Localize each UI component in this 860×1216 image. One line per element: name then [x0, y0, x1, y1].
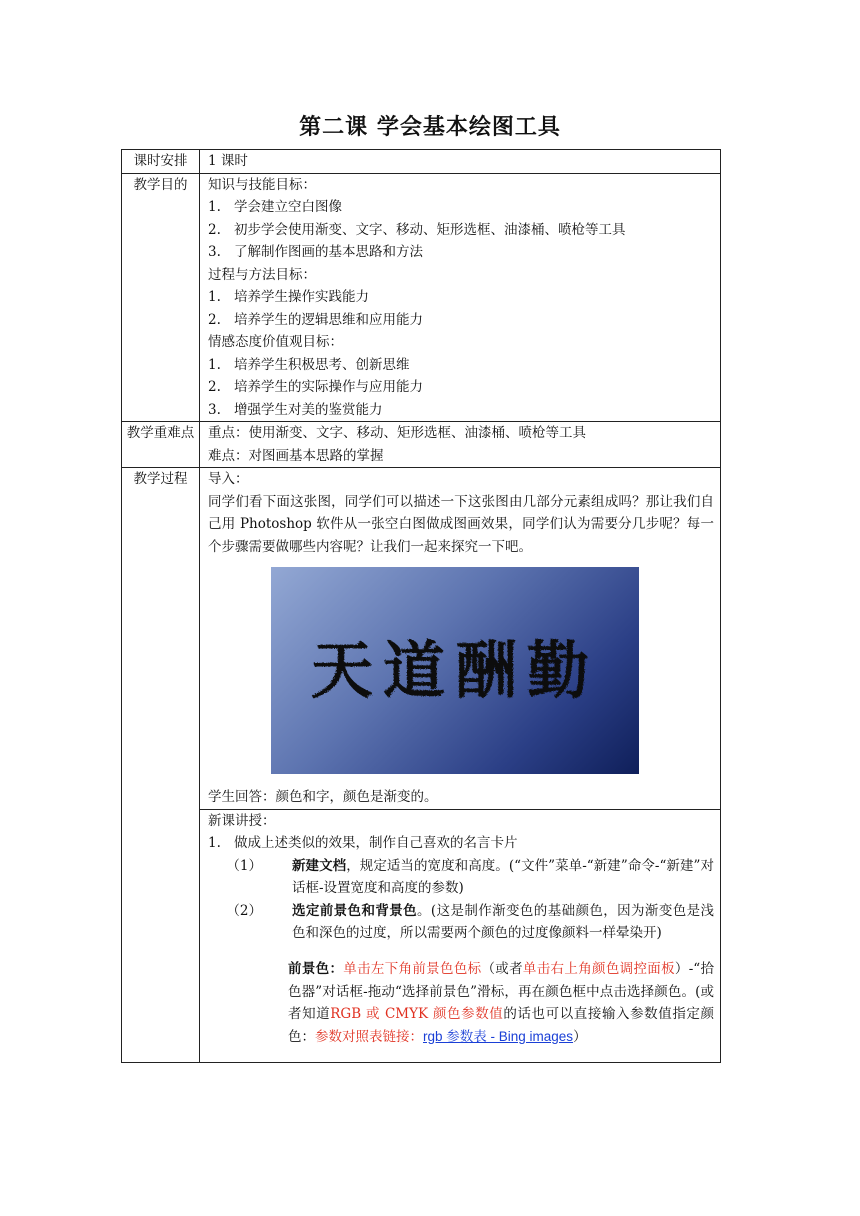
new-lesson-heading: 新课讲授：: [208, 812, 276, 829]
row-label: 教学过程: [122, 468, 200, 1063]
list-item: 3. 增强学生对美的鉴赏能力: [208, 401, 383, 418]
goals-cell: [200, 173, 721, 422]
list-item: 1. 做成上述类似的效果，制作自己喜欢的名言卡片: [208, 835, 518, 851]
key-point: 重点：使用渐变、文字、移动、矩形选框、油漆桶、喷枪等工具: [208, 425, 586, 441]
student-answer: 学生回答：颜色和字，颜色是渐变的。: [208, 789, 438, 805]
list-item: 1. 学会建立空白图像: [208, 199, 342, 215]
rgb-table-link[interactable]: rgb 参数表 - Bing images: [423, 1028, 574, 1044]
list-item: 1. 培养学生积极思考、创新思维: [208, 356, 410, 373]
lesson-plan-table: [121, 149, 721, 1063]
difficulty-cell: [200, 422, 721, 468]
sub-step: （2） 选定前景色和背景色。(这是制作渐变色的基础颜色，因为渐变色是浅色和深色的过度，所以需要两个颜色的过度像颜料一样晕染开): [226, 902, 714, 941]
hard-point: 难点：对图画基本思路的掌握: [208, 447, 384, 464]
table-row: [122, 173, 721, 422]
intro-text: 同学们看下面这张图，同学们可以描述一下这张图由几部分元素组成吗？那让我们自己用 Photoshop 软件从一张空白图做成图画效果，同学们认为需要分几步呢？每一个步骤需要做哪些内容呢？让我们一起来探究一下吧。: [208, 493, 714, 555]
gradient-calligraphy-image: [271, 567, 639, 774]
foreground-instructions: 前景色：单击左下角前景色色标（或者单击右上角颜色调控面板）-“拾色器”对话框-拖动“选择前景色”滑标，再在颜色框中点击选择颜色。(或者知道RGB 或 CMYK 颜色参数值的话也可以直接输入参数值指定颜色：参数对照表链接：rgb 参数表 - Bing images）: [288, 961, 715, 1045]
list-item: 2. 培养学生的实际操作与应用能力: [208, 379, 423, 395]
table-row: [122, 150, 721, 174]
row-label: 课时安排: [122, 150, 200, 174]
list-item: 2. 初步学会使用渐变、文字、移动、矩形选框、油漆桶、喷枪等工具: [208, 221, 626, 238]
section-heading: 过程与方法目标：: [208, 266, 316, 283]
table-row: [122, 468, 721, 810]
list-item: 2. 培养学生的逻辑思维和应用能力: [208, 311, 423, 328]
figure-container: [208, 558, 714, 786]
calligraphy-overlay: [271, 567, 639, 774]
row-label: 教学重难点: [122, 422, 200, 468]
table-row: [122, 422, 721, 468]
sub-step: （1） 新建文档，规定适当的宽度和高度。(“文件”菜单-“新建”命令-“新建”对话框-设置宽度和高度的参数): [226, 857, 714, 896]
section-heading: 情感态度价值观目标：: [208, 334, 343, 350]
section-heading: 知识与技能目标：: [208, 176, 316, 193]
list-item: 1. 培养学生操作实践能力: [208, 289, 369, 305]
new-lesson-cell: [200, 809, 721, 1062]
row-label: 教学目的: [122, 173, 200, 422]
page-title: 第二课 学会基本绘图工具: [299, 115, 561, 140]
intro-cell: [200, 468, 721, 810]
intro-heading: 导入：: [208, 471, 249, 487]
table-row: [122, 809, 721, 1062]
list-item: 3. 了解制作图画的基本思路和方法: [208, 244, 423, 260]
calligraphy-text: 天道酬勤: [310, 634, 600, 707]
row-value: 1 课时: [200, 150, 721, 174]
